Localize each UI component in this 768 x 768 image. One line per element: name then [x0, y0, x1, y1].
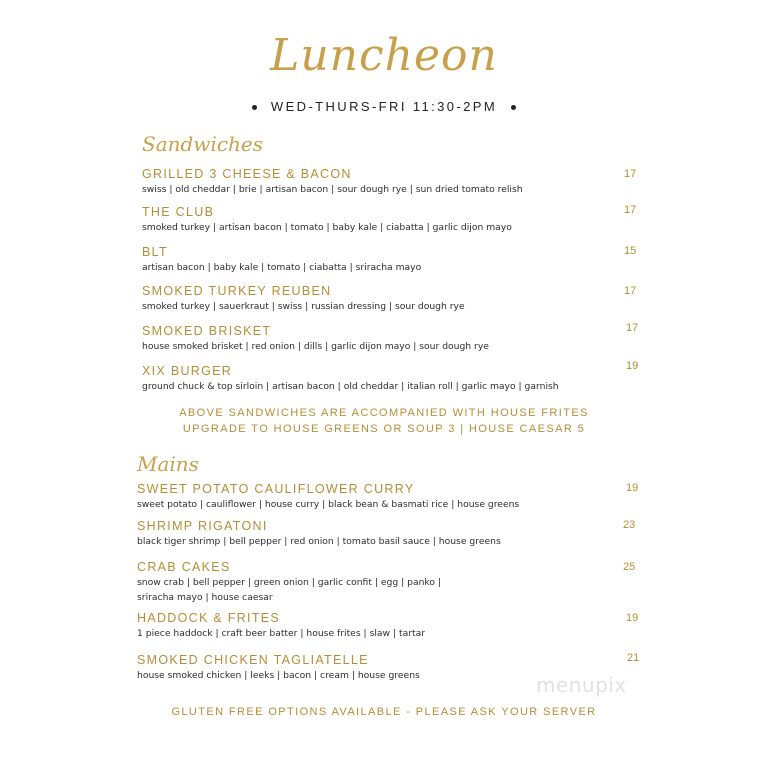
watermark: menupix — [536, 673, 627, 697]
menu-item — [137, 559, 441, 605]
menu-item — [137, 481, 519, 512]
footer-note: GLUTEN FREE OPTIONS AVAILABLE - PLEASE ASK YOUR SERVER — [171, 706, 597, 718]
item-description: snow crab | bell pepper | green onion | garlic confit | egg | panko | — [137, 577, 442, 588]
item-price: 15 — [624, 245, 637, 257]
item-price: 17 — [624, 168, 637, 180]
item-description: house smoked brisket | red onion | dills | garlic dijon mayo | sour dough rye — [142, 341, 489, 352]
item-name: GRILLED 3 CHEESE & BACON — [142, 167, 352, 181]
menu-item — [142, 244, 421, 275]
bullet-right — [511, 105, 516, 110]
item-name: BLT — [142, 245, 168, 259]
menu-item — [142, 166, 523, 197]
item-name: HADDOCK & FRITES — [137, 611, 281, 625]
item-price: 23 — [623, 519, 636, 531]
item-description: smoked turkey | sauerkraut | swiss | russian dressing | sour dough rye — [142, 301, 465, 312]
menu-item — [137, 610, 425, 641]
item-description: house smoked chicken | leeks | bacon | cream | house greens — [137, 670, 420, 681]
item-price: 17 — [624, 204, 637, 216]
item-description-continued: sriracha mayo | house caesar — [137, 592, 273, 603]
item-description: swiss | old cheddar | brie | artisan bacon | sour dough rye | sun dried tomato relish — [142, 184, 523, 195]
item-name: SHRIMP RIGATONI — [137, 519, 268, 533]
item-price: 25 — [623, 561, 636, 573]
item-description: artisan bacon | baby kale | tomato | ciabatta | sriracha mayo — [142, 262, 422, 273]
hours-line — [0, 99, 768, 114]
menu-item — [142, 283, 465, 314]
item-name: SMOKED BRISKET — [142, 324, 272, 338]
item-name: CRAB CAKES — [137, 560, 231, 574]
menu-item — [137, 518, 501, 549]
menu-item — [142, 363, 559, 394]
item-name: XIX BURGER — [142, 364, 233, 378]
item-price: 17 — [626, 322, 639, 334]
item-price: 21 — [627, 652, 640, 664]
sandwich-note-line2: UPGRADE TO HOUSE GREENS OR SOUP 3 | HOUSE CAESAR 5 — [182, 423, 586, 435]
sandwich-note-line1: ABOVE SANDWICHES ARE ACCOMPANIED WITH HOUSE FRITES — [179, 407, 589, 419]
item-price: 19 — [626, 612, 639, 624]
item-name: SWEET POTATO CAULIFLOWER CURRY — [137, 482, 415, 496]
menu-item — [142, 204, 512, 235]
item-description: 1 piece haddock | craft beer batter | house frites | slaw | tartar — [137, 628, 426, 639]
item-description: black tiger shrimp | bell pepper | red onion | tomato basil sauce | house greens — [137, 536, 501, 547]
item-price: 19 — [626, 482, 639, 494]
menu-item — [142, 323, 489, 354]
menu-title: Luncheon — [270, 30, 498, 81]
item-description: sweet potato | cauliflower | house curry | black bean & basmati rice | house greens — [137, 499, 520, 510]
section-heading-mains: Mains — [137, 452, 199, 476]
item-price: 17 — [624, 285, 637, 297]
item-price: 19 — [626, 360, 639, 372]
item-description: ground chuck & top sirloin | artisan bacon | old cheddar | italian roll | garlic mayo | garnish — [142, 381, 559, 392]
item-name: SMOKED CHICKEN TAGLIATELLE — [137, 653, 369, 667]
menu-item — [137, 652, 420, 683]
hours-text: WED-THURS-FRI 11:30-2PM — [270, 99, 498, 114]
item-name: THE CLUB — [142, 205, 215, 219]
bullet-left — [252, 105, 257, 110]
section-heading-sandwiches: Sandwiches — [142, 132, 264, 156]
item-description: smoked turkey | artisan bacon | tomato | baby kale | ciabatta | garlic dijon mayo — [142, 222, 512, 233]
item-name: SMOKED TURKEY REUBEN — [142, 284, 332, 298]
